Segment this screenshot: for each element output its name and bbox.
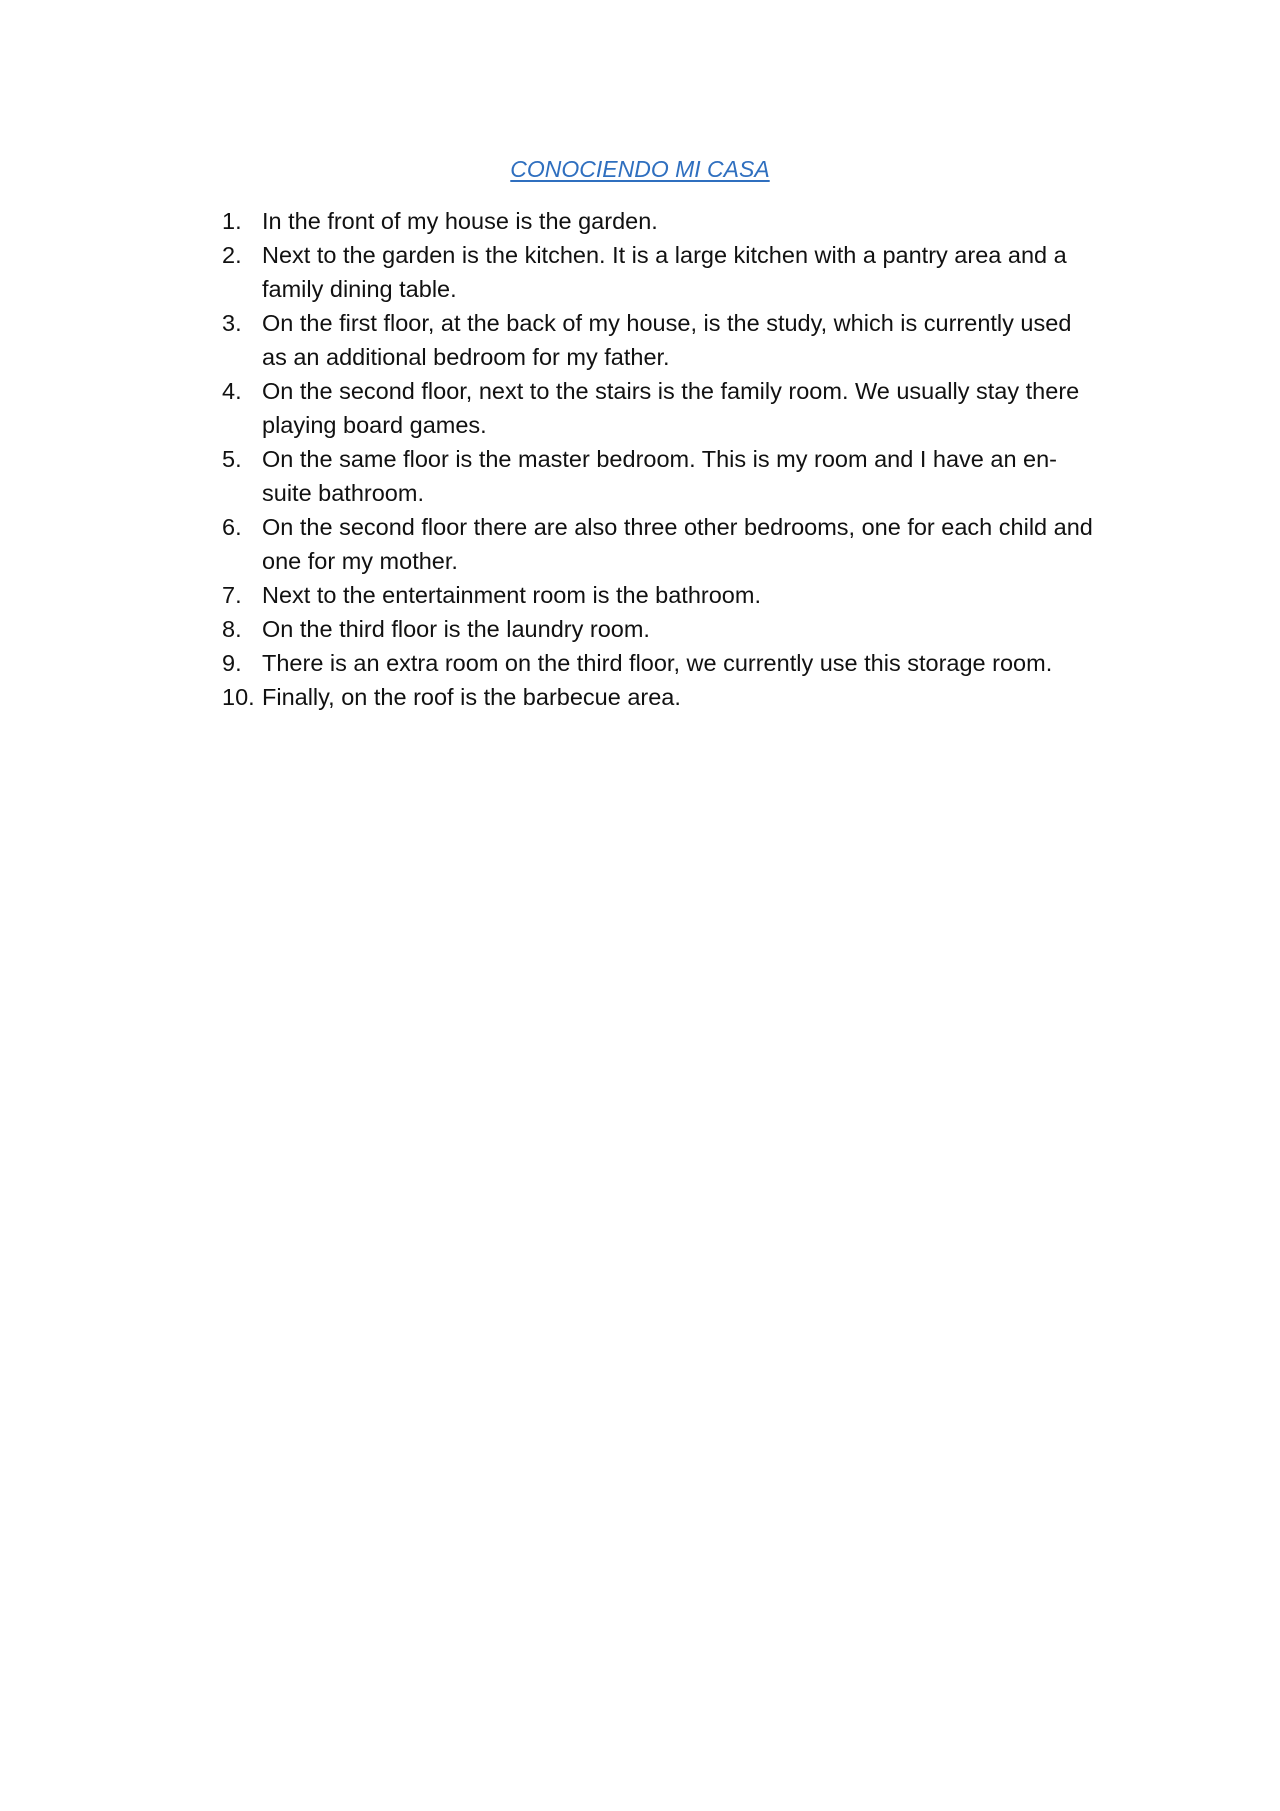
list-item-text: On the first floor, at the back of my house, is the study, which is currently used as an additional bedroom for my father.: [262, 310, 1072, 370]
list-item-number: 6.: [222, 514, 242, 540]
list-item: [222, 306, 1102, 374]
list-item-number: 10.: [222, 684, 255, 710]
list-item-number: 8.: [222, 616, 242, 642]
document-title-text: CONOCIENDO MI CASA: [510, 156, 770, 182]
list-item-text: Finally, on the roof is the barbecue area.: [262, 684, 681, 710]
list-item-text: On the third floor is the laundry room.: [262, 616, 650, 642]
list-item: [222, 374, 1102, 442]
list-item-text: In the front of my house is the garden.: [262, 208, 658, 234]
list-item: [222, 680, 1102, 714]
list-item: [222, 204, 1102, 238]
list-item-text: Next to the entertainment room is the bathroom.: [262, 582, 761, 608]
list-item-text: On the second floor there are also three other bedrooms, one for each child and one for my mother.: [262, 514, 1093, 574]
list-item-number: 2.: [222, 242, 242, 268]
numbered-list: [222, 204, 1102, 714]
list-item: [222, 578, 1102, 612]
list-item-number: 5.: [222, 446, 242, 472]
document-title: [0, 154, 1280, 184]
list-item-number: 1.: [222, 208, 242, 234]
list-item: [222, 646, 1102, 680]
list-item: [222, 510, 1102, 578]
list-item: [222, 442, 1102, 510]
list-item-text: Next to the garden is the kitchen. It is a large kitchen with a pantry area and a family dining table.: [262, 242, 1067, 302]
list-item-text: On the same floor is the master bedroom. This is my room and I have an en-suite bathroom.: [262, 446, 1058, 506]
list-item-text: On the second floor, next to the stairs is the family room. We usually stay there playing board games.: [262, 378, 1080, 438]
list-item: [222, 612, 1102, 646]
list-item-number: 3.: [222, 310, 242, 336]
list-item-number: 7.: [222, 582, 242, 608]
list-item-number: 9.: [222, 650, 242, 676]
list-item-text: There is an extra room on the third floor, we currently use this storage room.: [262, 650, 1053, 676]
list-item: [222, 238, 1102, 306]
list-item-number: 4.: [222, 378, 242, 404]
